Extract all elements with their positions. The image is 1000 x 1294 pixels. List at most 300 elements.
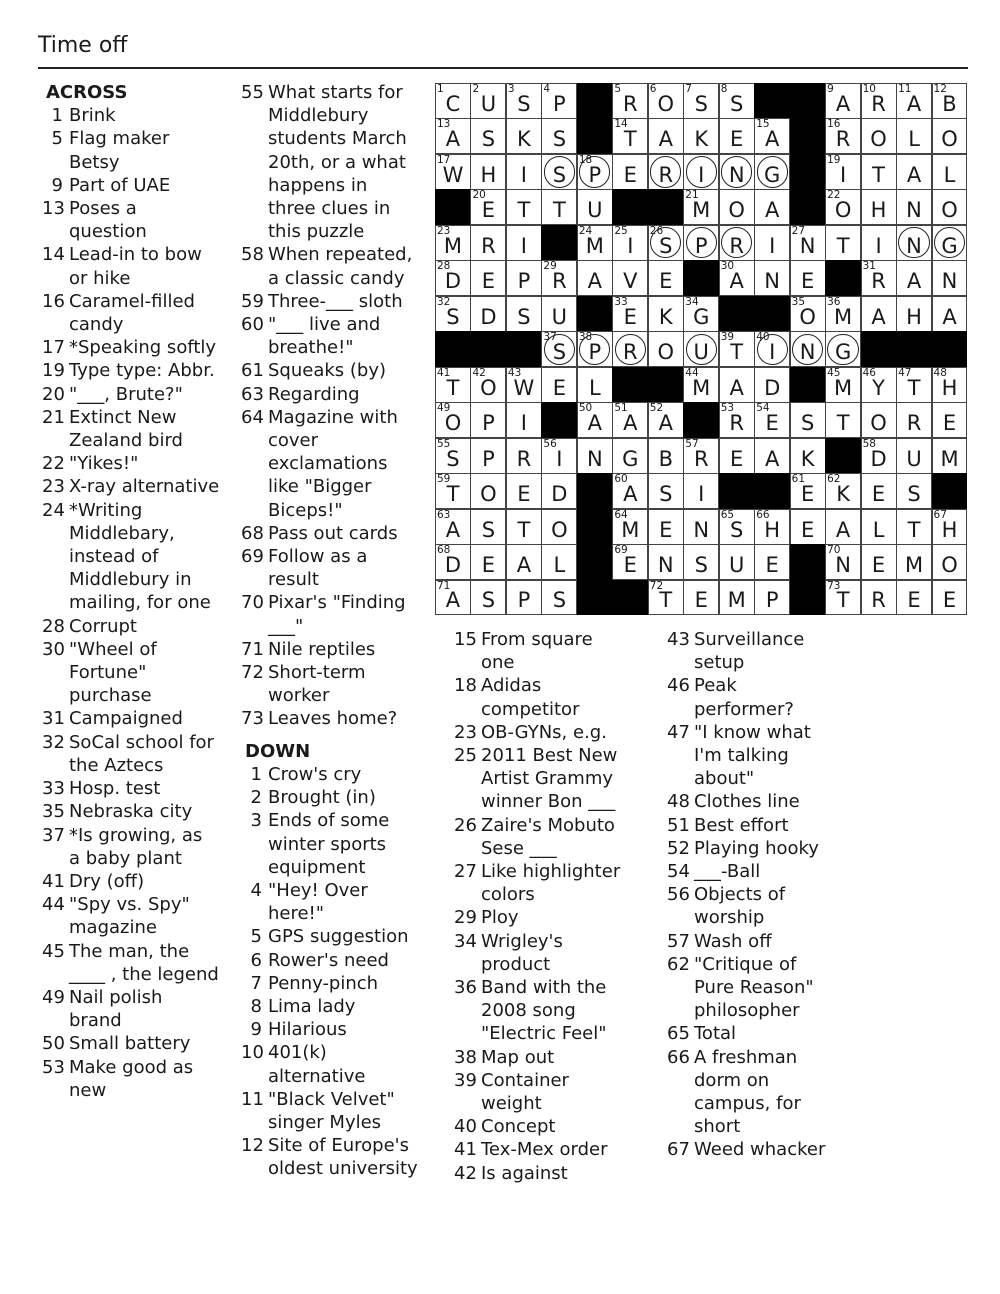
- clue-text-line: Sese ___: [481, 837, 557, 859]
- grid-cell[interactable]: [541, 544, 577, 580]
- cell-number: 62: [827, 473, 841, 486]
- grid-cell[interactable]: [612, 260, 648, 296]
- grid-cell[interactable]: [577, 260, 613, 296]
- grid-cell[interactable]: [470, 367, 506, 403]
- cell-letter: E: [481, 269, 496, 294]
- clue-item: [241, 313, 431, 359]
- cell-number: 28: [437, 260, 451, 273]
- grid-cell[interactable]: [719, 367, 755, 403]
- clue-item: [42, 707, 232, 730]
- clue-number: 16: [42, 290, 65, 312]
- grid-cell[interactable]: [541, 331, 577, 367]
- grid-cell[interactable]: [932, 225, 968, 261]
- grid-cell[interactable]: [896, 225, 932, 261]
- grid-cell[interactable]: [506, 260, 542, 296]
- grid-cell[interactable]: [435, 225, 471, 261]
- cell-letter: R: [658, 162, 674, 187]
- grid-cell[interactable]: [861, 83, 897, 119]
- grid-cell[interactable]: [612, 509, 648, 545]
- clue-number: 35: [42, 801, 65, 823]
- grid-cell[interactable]: [648, 438, 684, 474]
- grid-cell[interactable]: [896, 509, 932, 545]
- cell-letter: U: [587, 198, 603, 223]
- grid-cell[interactable]: [612, 83, 648, 119]
- black-square: [435, 189, 471, 225]
- grid-cell[interactable]: [861, 402, 897, 438]
- grid-cell[interactable]: [648, 225, 684, 261]
- cell-letter: R: [623, 91, 638, 116]
- cell-letter: O: [480, 482, 497, 507]
- clue-text-line: X-ray alternative: [69, 476, 220, 498]
- grid-cell[interactable]: [648, 544, 684, 580]
- grid-cell[interactable]: [825, 367, 861, 403]
- grid-cell[interactable]: [825, 331, 861, 367]
- grid-cell[interactable]: [896, 580, 932, 616]
- cell-letter: K: [800, 446, 815, 471]
- grid-cell[interactable]: [683, 189, 719, 225]
- clue-text-line: Three-___ sloth: [268, 290, 403, 312]
- grid-cell[interactable]: [612, 544, 648, 580]
- grid-cell[interactable]: [541, 367, 577, 403]
- grid-cell[interactable]: [861, 438, 897, 474]
- cell-letter: O: [941, 198, 958, 223]
- grid-cell[interactable]: [683, 438, 719, 474]
- grid-cell[interactable]: [612, 154, 648, 190]
- grid-cell[interactable]: [683, 544, 719, 580]
- grid-cell[interactable]: [506, 402, 542, 438]
- clue-item: [241, 1088, 431, 1134]
- grid-cell[interactable]: [932, 296, 968, 332]
- grid-cell[interactable]: [825, 509, 861, 545]
- black-square: [577, 118, 613, 154]
- grid-cell[interactable]: [932, 438, 968, 474]
- grid-cell[interactable]: [932, 509, 968, 545]
- grid-cell[interactable]: [861, 296, 897, 332]
- grid-cell[interactable]: [435, 154, 471, 190]
- cell-letter: E: [907, 588, 921, 613]
- black-square: [577, 473, 613, 509]
- grid-cell[interactable]: [896, 189, 932, 225]
- grid-cell[interactable]: [435, 402, 471, 438]
- grid-cell[interactable]: [435, 580, 471, 616]
- cell-number: 65: [720, 508, 735, 521]
- grid-cell[interactable]: [541, 154, 577, 190]
- grid-cell[interactable]: [719, 509, 755, 545]
- grid-cell[interactable]: [612, 331, 648, 367]
- grid-cell[interactable]: [435, 367, 471, 403]
- grid-cell[interactable]: [754, 118, 790, 154]
- grid-cell[interactable]: [896, 473, 932, 509]
- grid-cell[interactable]: [790, 296, 826, 332]
- grid-cell[interactable]: [861, 118, 897, 154]
- clue-text-line: worker: [268, 685, 330, 707]
- cell-number: 46: [862, 366, 876, 379]
- grid-cell[interactable]: [896, 367, 932, 403]
- cell-number: 5: [614, 83, 622, 95]
- black-square: [577, 509, 613, 545]
- cell-letter: M: [692, 198, 711, 223]
- grid-cell[interactable]: [861, 189, 897, 225]
- grid-cell[interactable]: [719, 331, 755, 367]
- grid-cell[interactable]: [470, 118, 506, 154]
- grid-cell[interactable]: [825, 225, 861, 261]
- grid-cell[interactable]: [754, 331, 790, 367]
- clue-number: 6: [250, 949, 262, 971]
- grid-cell[interactable]: [754, 154, 790, 190]
- grid-cell[interactable]: [435, 544, 471, 580]
- clue-item: [42, 800, 232, 823]
- clue-text-line: Like highlighter: [481, 861, 621, 883]
- grid-cell[interactable]: [932, 189, 968, 225]
- grid-cell[interactable]: [683, 367, 719, 403]
- clue-item: [241, 1134, 431, 1180]
- grid-cell[interactable]: [506, 473, 542, 509]
- grid-cell[interactable]: [861, 260, 897, 296]
- cell-number: 61: [791, 473, 806, 486]
- cell-letter: U: [693, 340, 709, 365]
- cell-letter: T: [872, 162, 885, 187]
- grid-cell[interactable]: [825, 296, 861, 332]
- clue-item: [241, 995, 431, 1018]
- clue-number: 60: [241, 314, 264, 336]
- grid-cell[interactable]: [790, 509, 826, 545]
- cell-letter: U: [480, 91, 497, 116]
- grid-cell[interactable]: [825, 402, 861, 438]
- clue-item: [667, 674, 867, 720]
- grid-cell[interactable]: [896, 438, 932, 474]
- grid-cell[interactable]: [683, 296, 719, 332]
- clue-item: [42, 243, 232, 289]
- grid-cell[interactable]: [648, 118, 684, 154]
- grid-cell[interactable]: [861, 473, 897, 509]
- clue-text-line: "___ live and: [268, 314, 381, 336]
- grid-cell[interactable]: [541, 118, 577, 154]
- grid-cell[interactable]: [612, 402, 648, 438]
- grid-cell[interactable]: [506, 296, 542, 332]
- grid-cell[interactable]: [470, 260, 506, 296]
- grid-cell[interactable]: [790, 438, 826, 474]
- grid-cell[interactable]: [506, 509, 542, 545]
- grid-cell[interactable]: [470, 402, 506, 438]
- black-square: [932, 331, 968, 367]
- grid-cell[interactable]: [435, 473, 471, 509]
- grid-cell[interactable]: [470, 154, 506, 190]
- grid-cell[interactable]: [470, 189, 506, 225]
- cell-letter: W: [513, 375, 535, 400]
- cell-number: 6: [649, 83, 657, 95]
- cell-letter: P: [517, 269, 531, 294]
- black-square: [754, 473, 790, 509]
- grid-cell[interactable]: [435, 438, 471, 474]
- grid-cell[interactable]: [932, 83, 968, 119]
- grid-cell[interactable]: [896, 154, 932, 190]
- cell-number: 15: [756, 118, 770, 131]
- grid-cell[interactable]: [648, 260, 684, 296]
- grid-cell[interactable]: [719, 189, 755, 225]
- grid-cell[interactable]: [683, 580, 719, 616]
- clue-number: 27: [454, 861, 477, 883]
- grid-cell[interactable]: [648, 296, 684, 332]
- black-square: [506, 331, 542, 367]
- grid-cell[interactable]: [825, 544, 861, 580]
- clue-number: 46: [667, 675, 690, 697]
- clue-item: [42, 731, 232, 777]
- grid-cell[interactable]: [861, 225, 897, 261]
- grid-cell[interactable]: [435, 83, 471, 119]
- grid-cell[interactable]: [577, 189, 613, 225]
- grid-cell[interactable]: [896, 260, 932, 296]
- cell-number: 41: [437, 366, 451, 379]
- clue-number: 15: [454, 629, 477, 650]
- clue-text-line: ____ , the legend: [69, 963, 219, 985]
- grid-cell[interactable]: [470, 473, 506, 509]
- clue-text-line: Type type: Abbr.: [69, 360, 215, 382]
- grid-cell[interactable]: [932, 118, 968, 154]
- grid-cell[interactable]: [683, 225, 719, 261]
- clue-text-line: "I know what: [694, 721, 811, 743]
- grid-cell[interactable]: [719, 154, 755, 190]
- grid-cell[interactable]: [861, 509, 897, 545]
- cell-number: 51: [614, 402, 628, 415]
- cell-letter: G: [693, 304, 710, 329]
- black-square: [719, 296, 755, 332]
- clue-item: [667, 953, 867, 1023]
- grid-cell[interactable]: [648, 331, 684, 367]
- grid-cell[interactable]: [790, 260, 826, 296]
- grid-cell[interactable]: [683, 154, 719, 190]
- grid-cell[interactable]: [648, 509, 684, 545]
- cell-letter: L: [588, 375, 601, 400]
- grid-cell[interactable]: [435, 296, 471, 332]
- grid-cell[interactable]: [435, 118, 471, 154]
- cell-number: 4: [543, 83, 551, 95]
- grid-cell[interactable]: [754, 438, 790, 474]
- black-square: [612, 367, 648, 403]
- clue-text-line: product: [481, 953, 551, 975]
- cell-letter: V: [623, 269, 638, 294]
- cell-letter: S: [552, 162, 567, 187]
- grid-cell[interactable]: [790, 473, 826, 509]
- grid-cell[interactable]: [754, 580, 790, 616]
- clue-item: [241, 925, 431, 948]
- grid-cell[interactable]: [825, 83, 861, 119]
- grid-cell[interactable]: [932, 154, 968, 190]
- grid-cell[interactable]: [470, 509, 506, 545]
- grid-cell[interactable]: [825, 118, 861, 154]
- grid-cell[interactable]: [435, 260, 471, 296]
- grid-cell[interactable]: [506, 189, 542, 225]
- grid-cell[interactable]: [648, 154, 684, 190]
- grid-cell[interactable]: [790, 331, 826, 367]
- grid-cell[interactable]: [719, 438, 755, 474]
- grid-cell[interactable]: [577, 438, 613, 474]
- clue-text-line: brand: [69, 1010, 122, 1032]
- clue-text-line: Middlebury in: [69, 569, 192, 591]
- grid-cell[interactable]: [541, 509, 577, 545]
- grid-cell[interactable]: [470, 580, 506, 616]
- grid-cell[interactable]: [932, 402, 968, 438]
- grid-cell[interactable]: [754, 509, 790, 545]
- grid-cell[interactable]: [790, 402, 826, 438]
- grid-cell[interactable]: [861, 367, 897, 403]
- grid-cell[interactable]: [612, 296, 648, 332]
- clue-text-line: Hosp. test: [69, 778, 161, 800]
- clue-item: [667, 860, 867, 883]
- clue-text-line: Middlebury: [268, 105, 369, 127]
- clue-number: 37: [42, 824, 65, 846]
- cell-letter: A: [942, 304, 957, 329]
- grid-cell[interactable]: [896, 544, 932, 580]
- grid-cell[interactable]: [506, 544, 542, 580]
- clue-number: 69: [241, 546, 264, 568]
- grid-cell[interactable]: [612, 225, 648, 261]
- grid-cell[interactable]: [719, 225, 755, 261]
- grid-cell[interactable]: [861, 544, 897, 580]
- grid-cell[interactable]: [648, 83, 684, 119]
- grid-cell[interactable]: [612, 118, 648, 154]
- cell-letter: O: [870, 127, 887, 152]
- grid-cell[interactable]: [470, 83, 506, 119]
- grid-cell[interactable]: [612, 473, 648, 509]
- cell-letter: A: [764, 446, 780, 471]
- grid-cell[interactable]: [683, 473, 719, 509]
- cell-letter: E: [730, 446, 744, 471]
- clue-item: [454, 744, 654, 814]
- grid-cell[interactable]: [825, 189, 861, 225]
- grid-cell[interactable]: [506, 118, 542, 154]
- grid-cell[interactable]: [754, 544, 790, 580]
- grid-cell[interactable]: [932, 260, 968, 296]
- grid-cell[interactable]: [932, 580, 968, 616]
- grid-cell[interactable]: [577, 402, 613, 438]
- grid-cell[interactable]: [541, 189, 577, 225]
- black-square: [790, 367, 826, 403]
- grid-cell[interactable]: [648, 473, 684, 509]
- grid-cell[interactable]: [896, 296, 932, 332]
- grid-cell[interactable]: [541, 260, 577, 296]
- grid-cell[interactable]: [896, 402, 932, 438]
- clue-text-line: Brink: [69, 105, 116, 127]
- grid-cell[interactable]: [932, 544, 968, 580]
- grid-cell[interactable]: [754, 225, 790, 261]
- cell-number: 7: [685, 83, 692, 95]
- cell-letter: T: [836, 233, 850, 258]
- cell-letter: S: [907, 482, 921, 507]
- grid-cell[interactable]: [683, 331, 719, 367]
- grid-cell[interactable]: [577, 154, 613, 190]
- cell-letter: G: [834, 340, 852, 365]
- grid-cell[interactable]: [754, 367, 790, 403]
- cell-letter: M: [940, 446, 959, 471]
- grid-cell[interactable]: [825, 473, 861, 509]
- grid-cell[interactable]: [683, 118, 719, 154]
- grid-cell[interactable]: [932, 367, 968, 403]
- grid-cell[interactable]: [541, 296, 577, 332]
- grid-cell[interactable]: [825, 580, 861, 616]
- grid-cell[interactable]: [470, 225, 506, 261]
- grid-cell[interactable]: [612, 438, 648, 474]
- cell-letter: A: [445, 127, 461, 152]
- clue-item: [42, 824, 232, 870]
- clue-text-line: Best effort: [694, 814, 789, 836]
- grid-cell[interactable]: [541, 580, 577, 616]
- grid-cell[interactable]: [754, 260, 790, 296]
- grid-cell[interactable]: [648, 402, 684, 438]
- clue-text-line: instead of: [69, 546, 159, 568]
- clue-text-line: "Critique of: [694, 953, 797, 975]
- grid-cell[interactable]: [541, 83, 577, 119]
- grid-cell[interactable]: [754, 402, 790, 438]
- grid-cell[interactable]: [861, 580, 897, 616]
- grid-cell[interactable]: [719, 544, 755, 580]
- black-square: [896, 331, 932, 367]
- grid-cell[interactable]: [683, 83, 719, 119]
- grid-cell[interactable]: [470, 296, 506, 332]
- grid-cell[interactable]: [825, 154, 861, 190]
- cell-number: 72: [649, 579, 664, 592]
- grid-cell[interactable]: [506, 580, 542, 616]
- grid-cell[interactable]: [506, 225, 542, 261]
- grid-cell[interactable]: [506, 438, 542, 474]
- grid-cell[interactable]: [470, 544, 506, 580]
- cell-number: 24: [578, 224, 593, 237]
- grid-cell[interactable]: [719, 580, 755, 616]
- grid-cell[interactable]: [506, 367, 542, 403]
- cell-letter: C: [445, 91, 461, 116]
- grid-cell[interactable]: [754, 189, 790, 225]
- clue-text-line: Biceps!": [268, 499, 343, 521]
- grid-cell[interactable]: [470, 438, 506, 474]
- clue-text-line: Make good as: [69, 1056, 194, 1078]
- grid-cell[interactable]: [506, 154, 542, 190]
- cell-number: 68: [437, 544, 451, 557]
- cell-letter: A: [623, 482, 638, 507]
- grid-cell[interactable]: [648, 580, 684, 616]
- grid-cell[interactable]: [719, 83, 755, 119]
- clue-text-line: "Spy vs. Spy": [69, 894, 190, 916]
- cell-letter: M: [443, 233, 463, 258]
- grid-cell[interactable]: [790, 225, 826, 261]
- grid-cell[interactable]: [896, 118, 932, 154]
- grid-cell[interactable]: [719, 260, 755, 296]
- clue-text-line: Penny-pinch: [268, 972, 379, 994]
- clue-text-line: one: [481, 652, 515, 674]
- cell-letter: L: [943, 162, 956, 187]
- cell-letter: S: [552, 340, 567, 365]
- clue-item: [42, 406, 232, 452]
- cell-letter: M: [904, 553, 924, 578]
- grid-cell[interactable]: [719, 118, 755, 154]
- grid-cell[interactable]: [683, 509, 719, 545]
- grid-cell[interactable]: [435, 509, 471, 545]
- clue-text-line: the Aztecs: [69, 754, 164, 776]
- grid-cell[interactable]: [541, 438, 577, 474]
- grid-cell[interactable]: [541, 473, 577, 509]
- grid-cell[interactable]: [719, 402, 755, 438]
- clue-number: 41: [454, 1139, 477, 1161]
- black-square: [790, 189, 826, 225]
- clue-text-line: Tex-Mex order: [481, 1139, 608, 1161]
- grid-cell[interactable]: [577, 225, 613, 261]
- grid-cell[interactable]: [861, 154, 897, 190]
- grid-cell[interactable]: [896, 83, 932, 119]
- grid-cell[interactable]: [506, 83, 542, 119]
- grid-cell[interactable]: [577, 367, 613, 403]
- clue-item: [454, 674, 654, 720]
- clue-text-line: cover: [268, 430, 319, 452]
- clue-number: 48: [667, 791, 690, 813]
- grid-cell[interactable]: [577, 331, 613, 367]
